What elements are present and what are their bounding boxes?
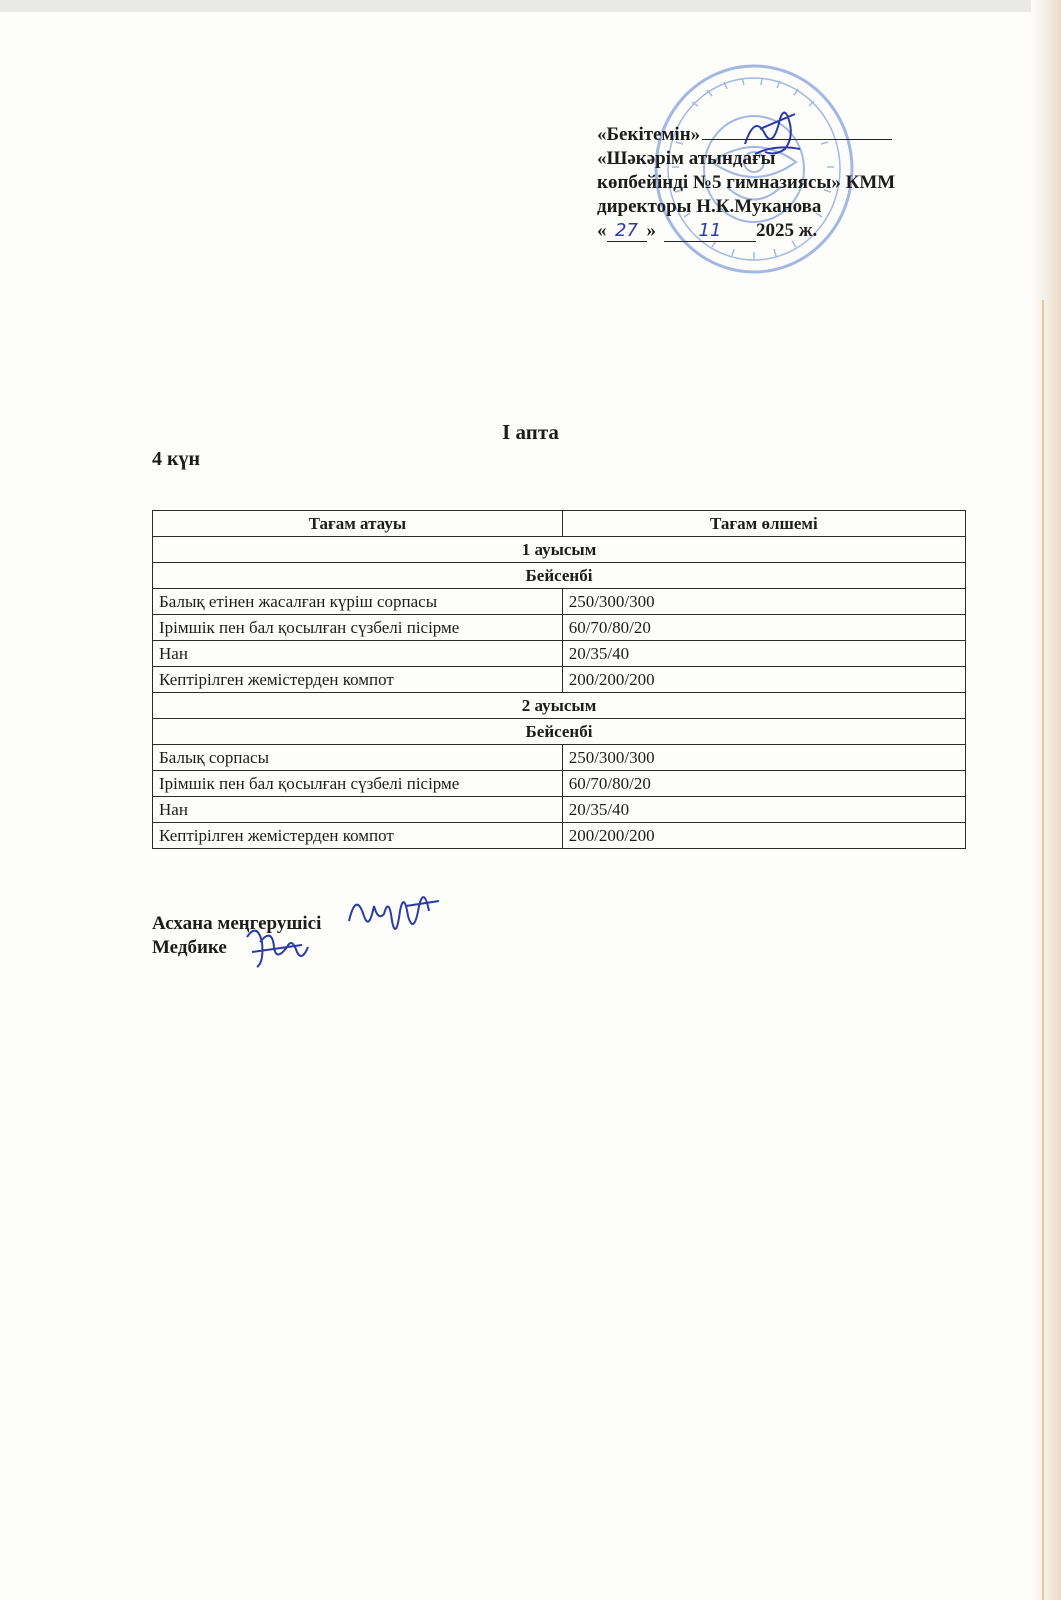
header-dish-name: Тағам атауы [153,511,563,537]
date-month: 11 [664,221,756,242]
approval-line-1 [597,123,895,147]
portion-size: 250/300/300 [562,745,965,771]
table-row [153,797,966,823]
scan-edge-line [1042,300,1044,1600]
dish-name: Ірімшік пен бал қосылған сүзбелі пісірме [153,615,563,641]
portion-size: 250/300/300 [562,589,965,615]
portion-size: 60/70/80/20 [562,771,965,797]
menu-table [152,510,966,849]
canteen-head-signature [344,876,444,946]
shift-title: 2 ауысым [153,693,966,719]
weekday-title: Бейсенбі [153,563,966,589]
portion-size: 200/200/200 [562,667,965,693]
approval-line-3: көпбейінді №5 гимназиясы» КММ [597,172,896,193]
day-row [153,563,966,589]
approval-label: «Бекітемін» [597,124,701,145]
signature-line [702,138,892,140]
approval-line-2: «Шәкәрім атындағы [597,148,776,169]
portion-size: 20/35/40 [562,641,965,667]
table-row [153,745,966,771]
approval-date [597,219,895,243]
canteen-head-label: Асхана меңгерушісі [152,913,322,934]
table-row [153,771,966,797]
table-header-row [153,511,966,537]
day-label: 4 күн [152,448,201,470]
shift-title: 1 ауысым [153,537,966,563]
portion-size: 200/200/200 [562,823,965,849]
date-day: 27 [607,221,647,242]
table-row [153,641,966,667]
shift-row [153,537,966,563]
table-row [153,667,966,693]
nurse-label: Медбике [152,937,227,958]
date-quote-open: « [597,220,607,241]
portion-size: 20/35/40 [562,797,965,823]
table-row [153,615,966,641]
table-row [153,589,966,615]
approval-line-4: директоры Н.К.Муканова [597,196,822,217]
nurse-signature [242,917,312,972]
scan-right-edge [1031,0,1061,1600]
dish-name: Балық сорпасы [153,745,563,771]
weekday-title: Бейсенбі [153,719,966,745]
dish-name: Кептірілген жемістерден компот [153,667,563,693]
approval-block [597,123,895,243]
header-portion-size: Тағам өлшемі [562,511,965,537]
week-title: I апта [502,420,559,444]
dish-name: Нан [153,797,563,823]
shift-row [153,693,966,719]
dish-name: Нан [153,641,563,667]
portion-size: 60/70/80/20 [562,615,965,641]
scan-top-strip [0,0,1061,12]
table-row [153,823,966,849]
dish-name: Ірімшік пен бал қосылған сүзбелі пісірме [153,771,563,797]
date-year: 2025 ж. [756,220,818,241]
dish-name: Кептірілген жемістерден компот [153,823,563,849]
dish-name: Балық етінен жасалған күріш сорпасы [153,589,563,615]
day-row [153,719,966,745]
date-quote-close: » [646,220,656,241]
